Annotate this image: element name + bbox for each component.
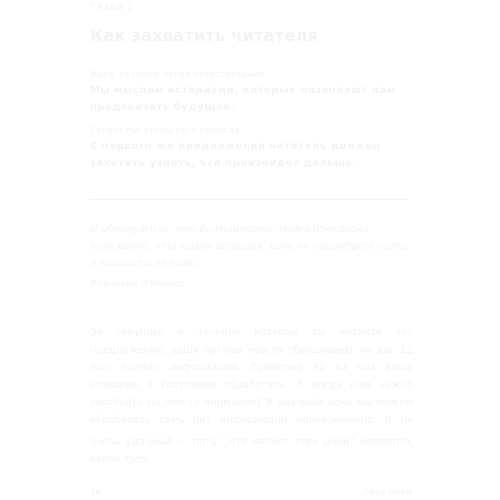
definition-text: Мы мыслим историями, которые позволяют нам предсказать будущее. (90, 85, 396, 113)
footnote-marker: ¹ (216, 432, 221, 442)
body-text-part: За секунды, в течение которых вы читаете это предложение, ваши органы чувств обрушивают на вас 11 млн единиц информации. Примерно 40 из них ваше сознание в состоянии обработать. А когда нам нужно заострить на чем-то внимание? В удачный день мы можем обработать семь бит информации одновременно. В не очень удачный — пять (90, 327, 413, 448)
definition-text: С первого же предложения читатель должен захотеть узнать, что произойдёт дальше. (90, 141, 381, 169)
epigraph-quote: Я обнаружила, что большинство людей прекрасно понимают, что такое история, пока не попробуют сесть и написать ее сами. (90, 224, 410, 269)
section-divider (90, 199, 410, 200)
epigraph-author: Фланнери О'Коннор (90, 279, 185, 289)
chapter-title: Как захватить читателя (90, 26, 319, 45)
page-number: 16 (90, 488, 101, 498)
body-text-part: ? Вероятно, около трех. (90, 436, 413, 465)
running-footer-author: Лиза Крон (362, 488, 412, 498)
body-paragraph (90, 324, 413, 468)
definition-label: Идея, которую несёт повествование (90, 70, 265, 80)
body-text-part: . Что насчет (220, 436, 295, 448)
chapter-label: Глава 1 (90, 2, 134, 13)
definition-block-secret (90, 126, 420, 172)
body-emphasis: этих дней (294, 436, 350, 448)
definition-label: Секрет писательского ремесла (90, 126, 240, 136)
definition-block-story (90, 70, 420, 116)
